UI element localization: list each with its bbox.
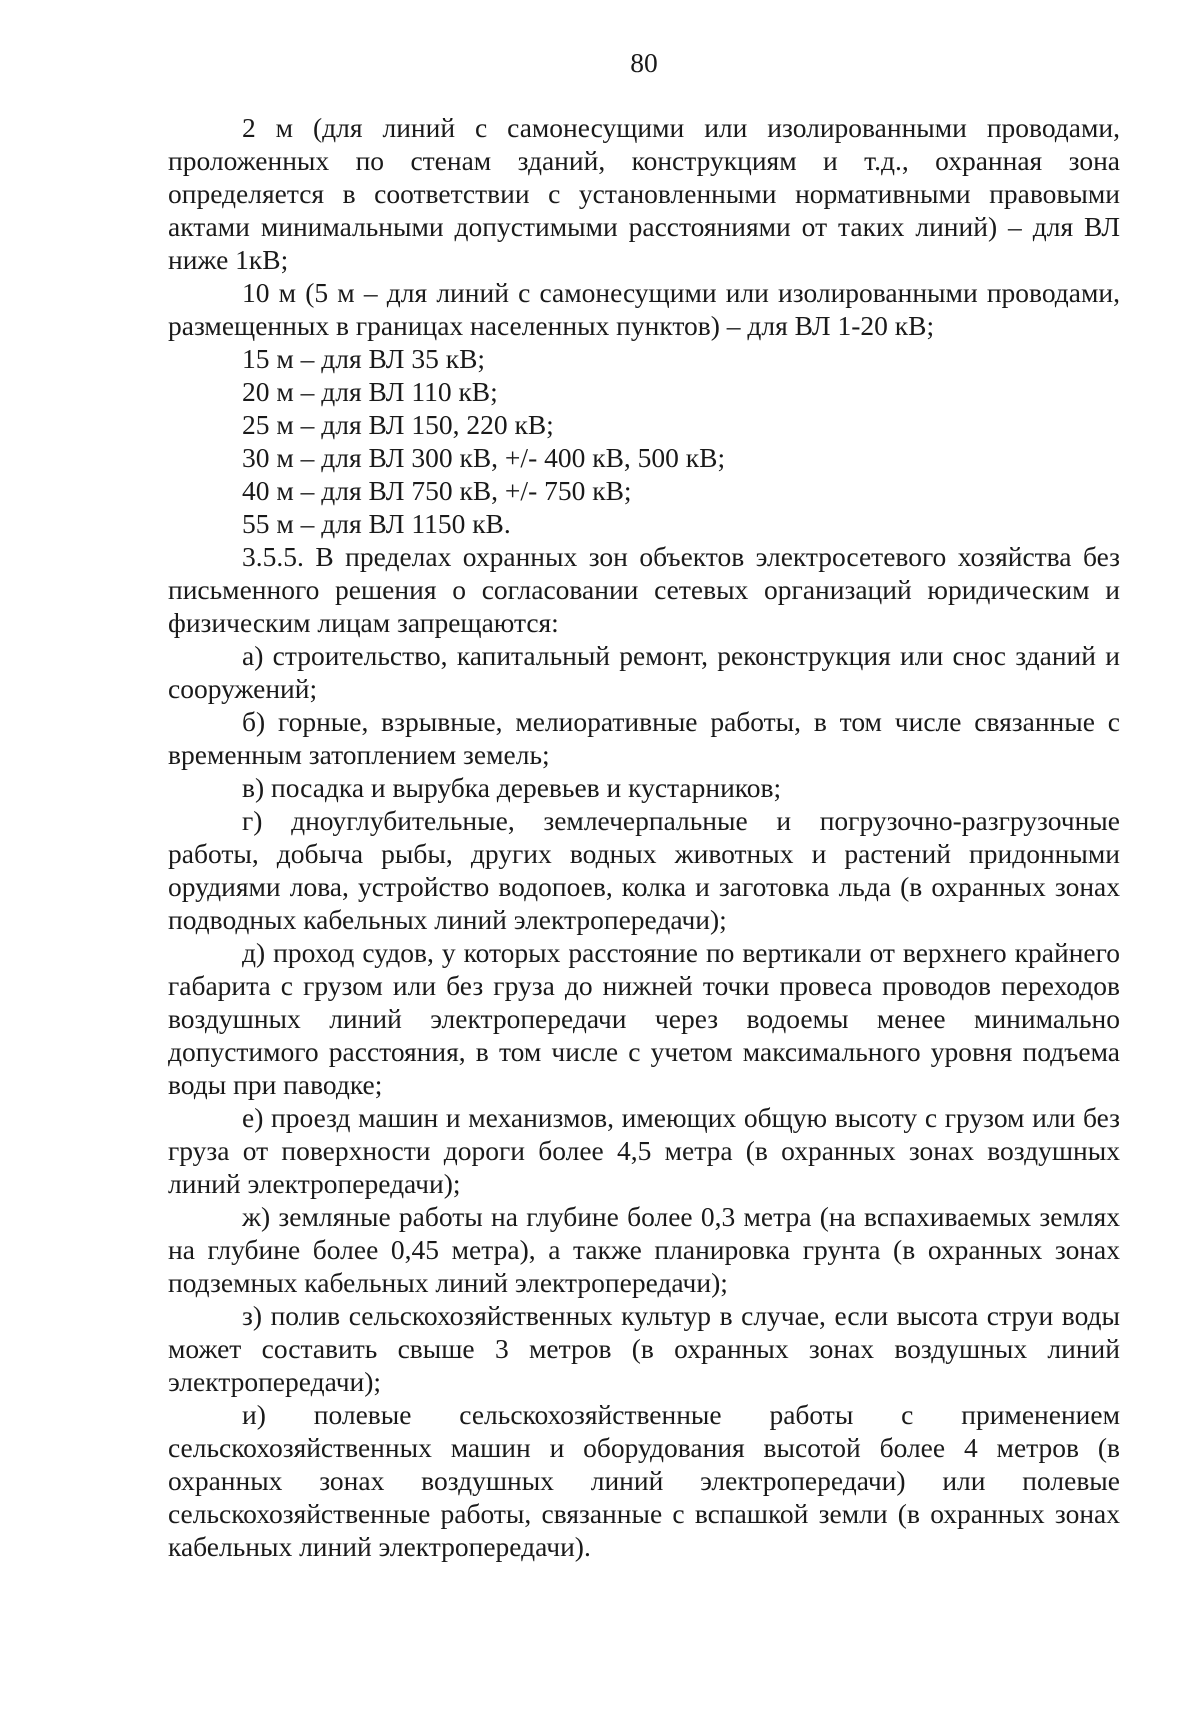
zone-item-750kv: 40 м – для ВЛ 750 кВ, +/- 750 кВ; <box>242 475 632 506</box>
prohibition-g: г) дноуглубительные, землечерпальные и погрузочно-разгрузочные работы, добыча рыбы, других водных животных и растений придонными орудиями лова, устройство водопоев, колка и заготовка льда (в охранных зонах подводных кабельных линий электропередачи); <box>168 805 1120 935</box>
document-body <box>168 111 1120 1563</box>
zone-item-1150kv: 55 м – для ВЛ 1150 кВ. <box>242 508 511 539</box>
prohibition-i: и) полевые сельскохозяйственные работы с применением сельскохозяйственных машин и оборудования высотой более 4 метров (в охранных зонах воздушных линий электропередачи) или полевые сельскохозяйственные работы, связанные с вспашкой земли (в охранных зонах кабельных линий электропередачи). <box>168 1399 1120 1562</box>
zone-paragraph-1-20kv: 10 м (5 м – для линий с самонесущими или изолированными проводами, размещенных в границах населенных пунктов) – для ВЛ 1-20 кВ; <box>168 277 1120 341</box>
zone-item-150-220kv: 25 м – для ВЛ 150, 220 кВ; <box>242 409 554 440</box>
prohibition-v: в) посадка и вырубка деревьев и кустарников; <box>242 772 782 803</box>
prohibition-zh: ж) земляные работы на глубине более 0,3 метра (на вспахиваемых землях на глубине более 0,45 метра), а также планировка грунта (в охранных зонах подземных кабельных линий электропередачи); <box>168 1201 1120 1298</box>
zone-item-300-500kv: 30 м – для ВЛ 300 кВ, +/- 400 кВ, 500 кВ; <box>242 442 726 473</box>
zone-paragraph-low-voltage: 2 м (для линий с самонесущими или изолированными проводами, проложенных по стенам зданий, конструкциям и т.д., охранная зона определяется в соответствии с установленными нормативными правовыми актами минимальными допустимыми расстояниями от таких линий) – для ВЛ ниже 1кВ; <box>168 112 1120 275</box>
prohibition-z: з) полив сельскохозяйственных культур в случае, если высота струи воды может составить свыше 3 метров (в охранных зонах воздушных линий электропередачи); <box>168 1300 1120 1397</box>
section-3-5-5: 3.5.5. В пределах охранных зон объектов электросетевого хозяйства без письменного решения о согласовании сетевых организаций юридическим и физическим лицам запрещаются: <box>168 541 1120 638</box>
prohibition-d: д) проход судов, у которых расстояние по вертикали от верхнего крайнего габарита с грузом или без груза до нижней точки провеса проводов переходов воздушных линий электропередачи через водоемы менее минимально допустимого расстояния, в том числе с учетом максимального уровня подъема воды при паводке; <box>168 937 1120 1100</box>
zone-item-110kv: 20 м – для ВЛ 110 кВ; <box>242 376 498 407</box>
zone-item-35kv: 15 м – для ВЛ 35 кВ; <box>242 343 486 374</box>
prohibition-b: б) горные, взрывные, мелиоративные работы, в том числе связанные с временным затоплением земель; <box>168 706 1120 770</box>
prohibition-a: а) строительство, капитальный ремонт, реконструкция или снос зданий и сооружений; <box>168 640 1120 704</box>
prohibition-e: е) проезд машин и механизмов, имеющих общую высоту с грузом или без груза от поверхности дороги более 4,5 метра (в охранных зонах воздушных линий электропередачи); <box>168 1102 1120 1199</box>
page-number: 80 <box>630 47 658 78</box>
